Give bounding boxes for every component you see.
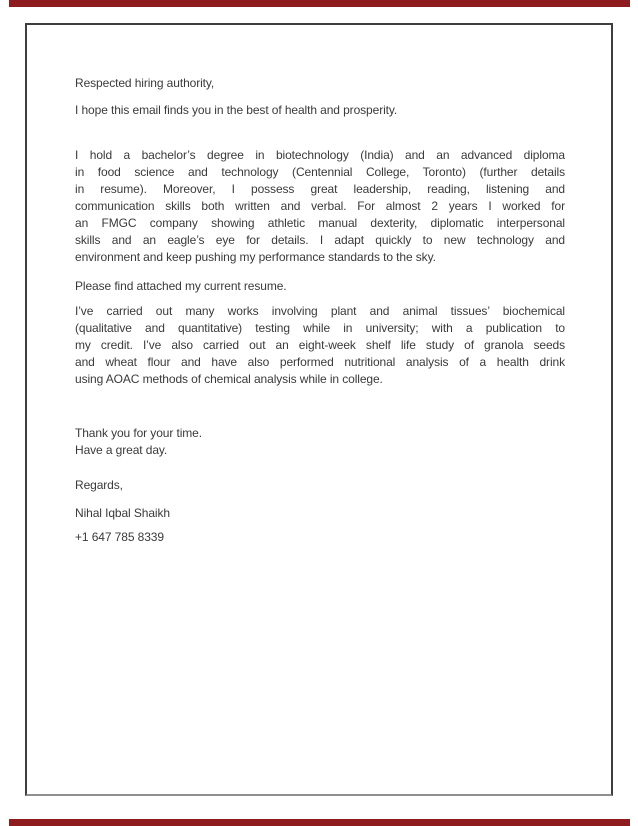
- paragraph-line: in resume). Moreover, I possess great leadership, reading, listening and: [75, 182, 565, 196]
- paragraph-line: I hold a bachelor’s degree in biotechnology (India) and an advanced diploma: [75, 148, 565, 162]
- paragraph-line: and wheat flour and have also performed nutritional analysis of a health drink: [75, 355, 565, 369]
- thanks-line: Thank you for your time.: [75, 426, 202, 440]
- paragraph-line: (qualitative and quantitative) testing while in university; with a publication to: [75, 321, 565, 335]
- paragraph-line: environment and keep pushing my performance standards to the sky.: [75, 250, 436, 264]
- page-top-edge-bar: [9, 0, 630, 7]
- paragraph-line: in food science and technology (Centennial College, Toronto) (further details: [75, 165, 565, 179]
- greeting-line: Respected hiring authority,: [75, 76, 215, 90]
- thanks-block: [75, 425, 565, 459]
- signature-name: Nihal Iqbal Shaikh: [75, 506, 170, 520]
- regards-line: Regards,: [75, 478, 123, 492]
- paragraph-line: I’ve carried out many works involving plant and animal tissues’ biochemical: [75, 304, 565, 318]
- page-bottom-edge-bar: [9, 819, 630, 826]
- thanks-line: Have a great day.: [75, 443, 168, 457]
- attachment-line: Please find attached my current resume.: [75, 279, 287, 293]
- works-paragraph: [75, 303, 565, 388]
- paragraph-line: my credit. I’ve also carried out an eight-week shelf life study of granola seeds: [75, 338, 565, 352]
- paragraph-line: communication skills both written and verbal. For almost 2 years I worked for: [75, 199, 565, 213]
- qualifications-paragraph: [75, 147, 565, 266]
- signature-phone: +1 647 785 8339: [75, 530, 164, 544]
- paragraph-line: using AOAC methods of chemical analysis while in college.: [75, 372, 383, 386]
- paragraph-line: an FMGC company showing athletic manual dexterity, diplomatic interpersonal: [75, 216, 565, 230]
- opening-line: I hope this email finds you in the best of health and prosperity.: [75, 103, 398, 117]
- paragraph-line: skills and an eagle’s eye for details. I adapt quickly to new technology and: [75, 233, 565, 247]
- letter-page: [25, 23, 613, 796]
